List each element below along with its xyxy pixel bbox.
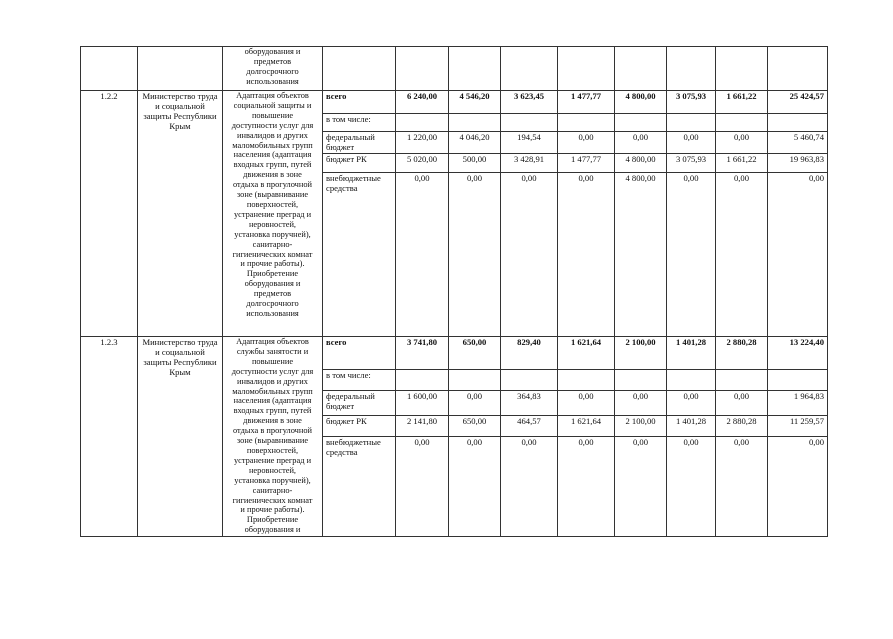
value-cell: 0,00: [449, 173, 501, 337]
total-value-cell: 0,00: [768, 437, 828, 537]
value-cell: [501, 47, 558, 91]
description-line: оборудования и: [244, 525, 301, 535]
value-cell: 3 428,91: [501, 154, 558, 173]
value-cell: 2 880,28: [716, 416, 768, 437]
description-line: повышение: [251, 356, 294, 366]
value-cell: [615, 114, 667, 132]
value-cell: 1 661,22: [716, 154, 768, 173]
table-body: [81, 47, 828, 537]
description-line: использования: [246, 308, 299, 318]
description-line: и прочие работы).: [240, 505, 305, 515]
value-cell: 500,00: [449, 154, 501, 173]
executor-cell: Министерство труда и социальной защиты Республики Крым: [138, 91, 223, 337]
value-cell: 0,00: [716, 173, 768, 337]
funding-source-cell: в том числе:: [323, 370, 396, 391]
value-cell: [558, 370, 615, 391]
value-cell: [501, 114, 558, 132]
value-cell: 3 075,93: [667, 91, 716, 114]
code-cell: [81, 47, 138, 91]
value-cell: 829,40: [501, 337, 558, 370]
description-line: Адаптация объектов: [236, 91, 309, 100]
description-line: движения в зоне: [243, 170, 302, 180]
description-line: устранение преград и: [233, 455, 312, 465]
value-cell: 1 401,28: [667, 416, 716, 437]
executor-cell: Министерство труда и социальной защиты Республики Крым: [138, 337, 223, 537]
value-cell: 1 477,77: [558, 154, 615, 173]
total-value-cell: 13 224,40: [768, 337, 828, 370]
total-value-cell: 0,00: [768, 173, 828, 337]
description-line: маломобильных групп: [232, 140, 313, 150]
code-cell: 1.2.3: [81, 337, 138, 537]
value-cell: [716, 370, 768, 391]
value-cell: 0,00: [716, 391, 768, 416]
value-cell: 194,54: [501, 132, 558, 154]
value-cell: 4 046,20: [449, 132, 501, 154]
funding-source-cell: внебюджетные средства: [323, 173, 396, 337]
description-line: и прочие работы).: [240, 259, 305, 269]
value-cell: 5 020,00: [396, 154, 449, 173]
value-cell: 1 401,28: [667, 337, 716, 370]
value-cell: 0,00: [716, 437, 768, 537]
description-line: оборудования и: [244, 279, 301, 289]
value-cell: 2 100,00: [615, 416, 667, 437]
funding-source-cell: федеральный бюджет: [323, 132, 396, 154]
value-cell: 364,83: [501, 391, 558, 416]
funding-source-cell: всего: [323, 337, 396, 370]
total-value-cell: [768, 370, 828, 391]
total-value-cell: 25 424,57: [768, 91, 828, 114]
value-cell: [449, 47, 501, 91]
value-cell: [667, 370, 716, 391]
value-cell: 2 100,00: [615, 337, 667, 370]
value-cell: 6 240,00: [396, 91, 449, 114]
description-line: зоне (выравнивание: [236, 436, 309, 446]
value-cell: [768, 47, 828, 91]
description-line: населения (адаптация: [233, 396, 312, 406]
description-line: установка поручней),: [234, 475, 311, 485]
value-cell: 1 477,77: [558, 91, 615, 114]
value-cell: 1 621,64: [558, 337, 615, 370]
value-cell: [615, 47, 667, 91]
funding-source-cell: в том числе:: [323, 114, 396, 132]
description-line: доступности услуг для: [231, 366, 314, 376]
value-cell: [396, 114, 449, 132]
value-cell: [667, 114, 716, 132]
description-line: оборудования и: [244, 47, 301, 56]
description-line: службы занятости и: [236, 346, 309, 356]
value-cell: [716, 114, 768, 132]
value-cell: 0,00: [449, 437, 501, 537]
value-cell: [449, 114, 501, 132]
value-cell: [396, 370, 449, 391]
description-line: гигиенических комнат: [232, 249, 313, 259]
total-value-cell: 5 460,74: [768, 132, 828, 154]
description-line: отдыха в прогулочной: [232, 426, 313, 436]
value-cell: 1 600,00: [396, 391, 449, 416]
value-cell: 4 800,00: [615, 173, 667, 337]
code-cell: 1.2.2: [81, 91, 138, 337]
description-line: гигиенических комнат: [232, 495, 313, 505]
description-line: доступности услуг для: [231, 120, 314, 130]
description-cell: [223, 337, 323, 537]
value-cell: 1 621,64: [558, 416, 615, 437]
description-line: долгосрочного: [246, 66, 299, 76]
value-cell: 0,00: [396, 173, 449, 337]
value-cell: 0,00: [667, 437, 716, 537]
description-line: долгосрочного: [246, 299, 299, 309]
value-cell: 4 546,20: [449, 91, 501, 114]
description-cell: [223, 47, 323, 91]
value-cell: [501, 370, 558, 391]
value-cell: [716, 47, 768, 91]
description-line: инвалидов и других: [237, 376, 308, 386]
value-cell: 1 661,22: [716, 91, 768, 114]
value-cell: 0,00: [667, 173, 716, 337]
value-cell: 0,00: [558, 437, 615, 537]
description-line: неровностей,: [248, 219, 297, 229]
description-line: социальной защиты и: [233, 100, 312, 110]
description-line: инвалидов и других: [237, 130, 308, 140]
value-cell: 1 220,00: [396, 132, 449, 154]
funding-source-cell: бюджет РК: [323, 154, 396, 173]
budget-table: [80, 46, 828, 537]
funding-source-cell: внебюджетные средства: [323, 437, 396, 537]
table-row-continuation: [81, 47, 828, 91]
value-cell: 0,00: [667, 132, 716, 154]
value-cell: 0,00: [558, 132, 615, 154]
value-cell: 3 741,80: [396, 337, 449, 370]
description-line: зоне (выравнивание: [236, 190, 309, 200]
description-line: санитарно-: [252, 485, 293, 495]
description-line: устранение преград и: [233, 209, 312, 219]
table-row: [81, 337, 828, 370]
value-cell: 0,00: [558, 391, 615, 416]
value-cell: 0,00: [501, 173, 558, 337]
value-cell: 3 623,45: [501, 91, 558, 114]
value-cell: 0,00: [615, 132, 667, 154]
description-line: предметов: [253, 289, 292, 299]
description-line: Приобретение: [246, 269, 299, 279]
table-row: [81, 91, 828, 114]
description-line: Адаптация объектов: [236, 337, 309, 346]
value-cell: 0,00: [449, 391, 501, 416]
description-line: санитарно-: [252, 239, 293, 249]
funding-source-cell: всего: [323, 91, 396, 114]
total-value-cell: 11 259,57: [768, 416, 828, 437]
value-cell: [558, 114, 615, 132]
value-cell: [558, 47, 615, 91]
value-cell: 0,00: [615, 391, 667, 416]
value-cell: 0,00: [667, 391, 716, 416]
value-cell: 0,00: [558, 173, 615, 337]
description-line: входных групп, путей: [233, 406, 312, 416]
source-cell: [323, 47, 396, 91]
value-cell: [667, 47, 716, 91]
value-cell: 0,00: [501, 437, 558, 537]
description-line: поверхностей,: [246, 445, 299, 455]
description-line: предметов: [253, 56, 292, 66]
value-cell: 3 075,93: [667, 154, 716, 173]
executor-cell: [138, 47, 223, 91]
description-line: Приобретение: [246, 515, 299, 525]
funding-source-cell: бюджет РК: [323, 416, 396, 437]
description-line: установка поручней),: [234, 229, 311, 239]
funding-source-cell: федеральный бюджет: [323, 391, 396, 416]
total-value-cell: 1 964,83: [768, 391, 828, 416]
value-cell: 2 880,28: [716, 337, 768, 370]
value-cell: 464,57: [501, 416, 558, 437]
description-line: движения в зоне: [243, 416, 302, 426]
value-cell: 650,00: [449, 337, 501, 370]
description-line: населения (адаптация: [233, 150, 312, 160]
value-cell: 2 141,80: [396, 416, 449, 437]
value-cell: 0,00: [396, 437, 449, 537]
description-line: использования: [246, 76, 299, 86]
value-cell: [396, 47, 449, 91]
description-line: поверхностей,: [246, 199, 299, 209]
description-line: отдыха в прогулочной: [232, 180, 313, 190]
value-cell: 650,00: [449, 416, 501, 437]
value-cell: 0,00: [716, 132, 768, 154]
description-line: входных групп, путей: [233, 160, 312, 170]
total-value-cell: 19 963,83: [768, 154, 828, 173]
total-value-cell: [768, 114, 828, 132]
value-cell: 4 800,00: [615, 91, 667, 114]
value-cell: 4 800,00: [615, 154, 667, 173]
value-cell: [449, 370, 501, 391]
description-line: неровностей,: [248, 465, 297, 475]
value-cell: 0,00: [615, 437, 667, 537]
description-line: повышение: [251, 110, 294, 120]
description-line: маломобильных групп: [232, 386, 313, 396]
description-cell: [223, 91, 323, 337]
value-cell: [615, 370, 667, 391]
